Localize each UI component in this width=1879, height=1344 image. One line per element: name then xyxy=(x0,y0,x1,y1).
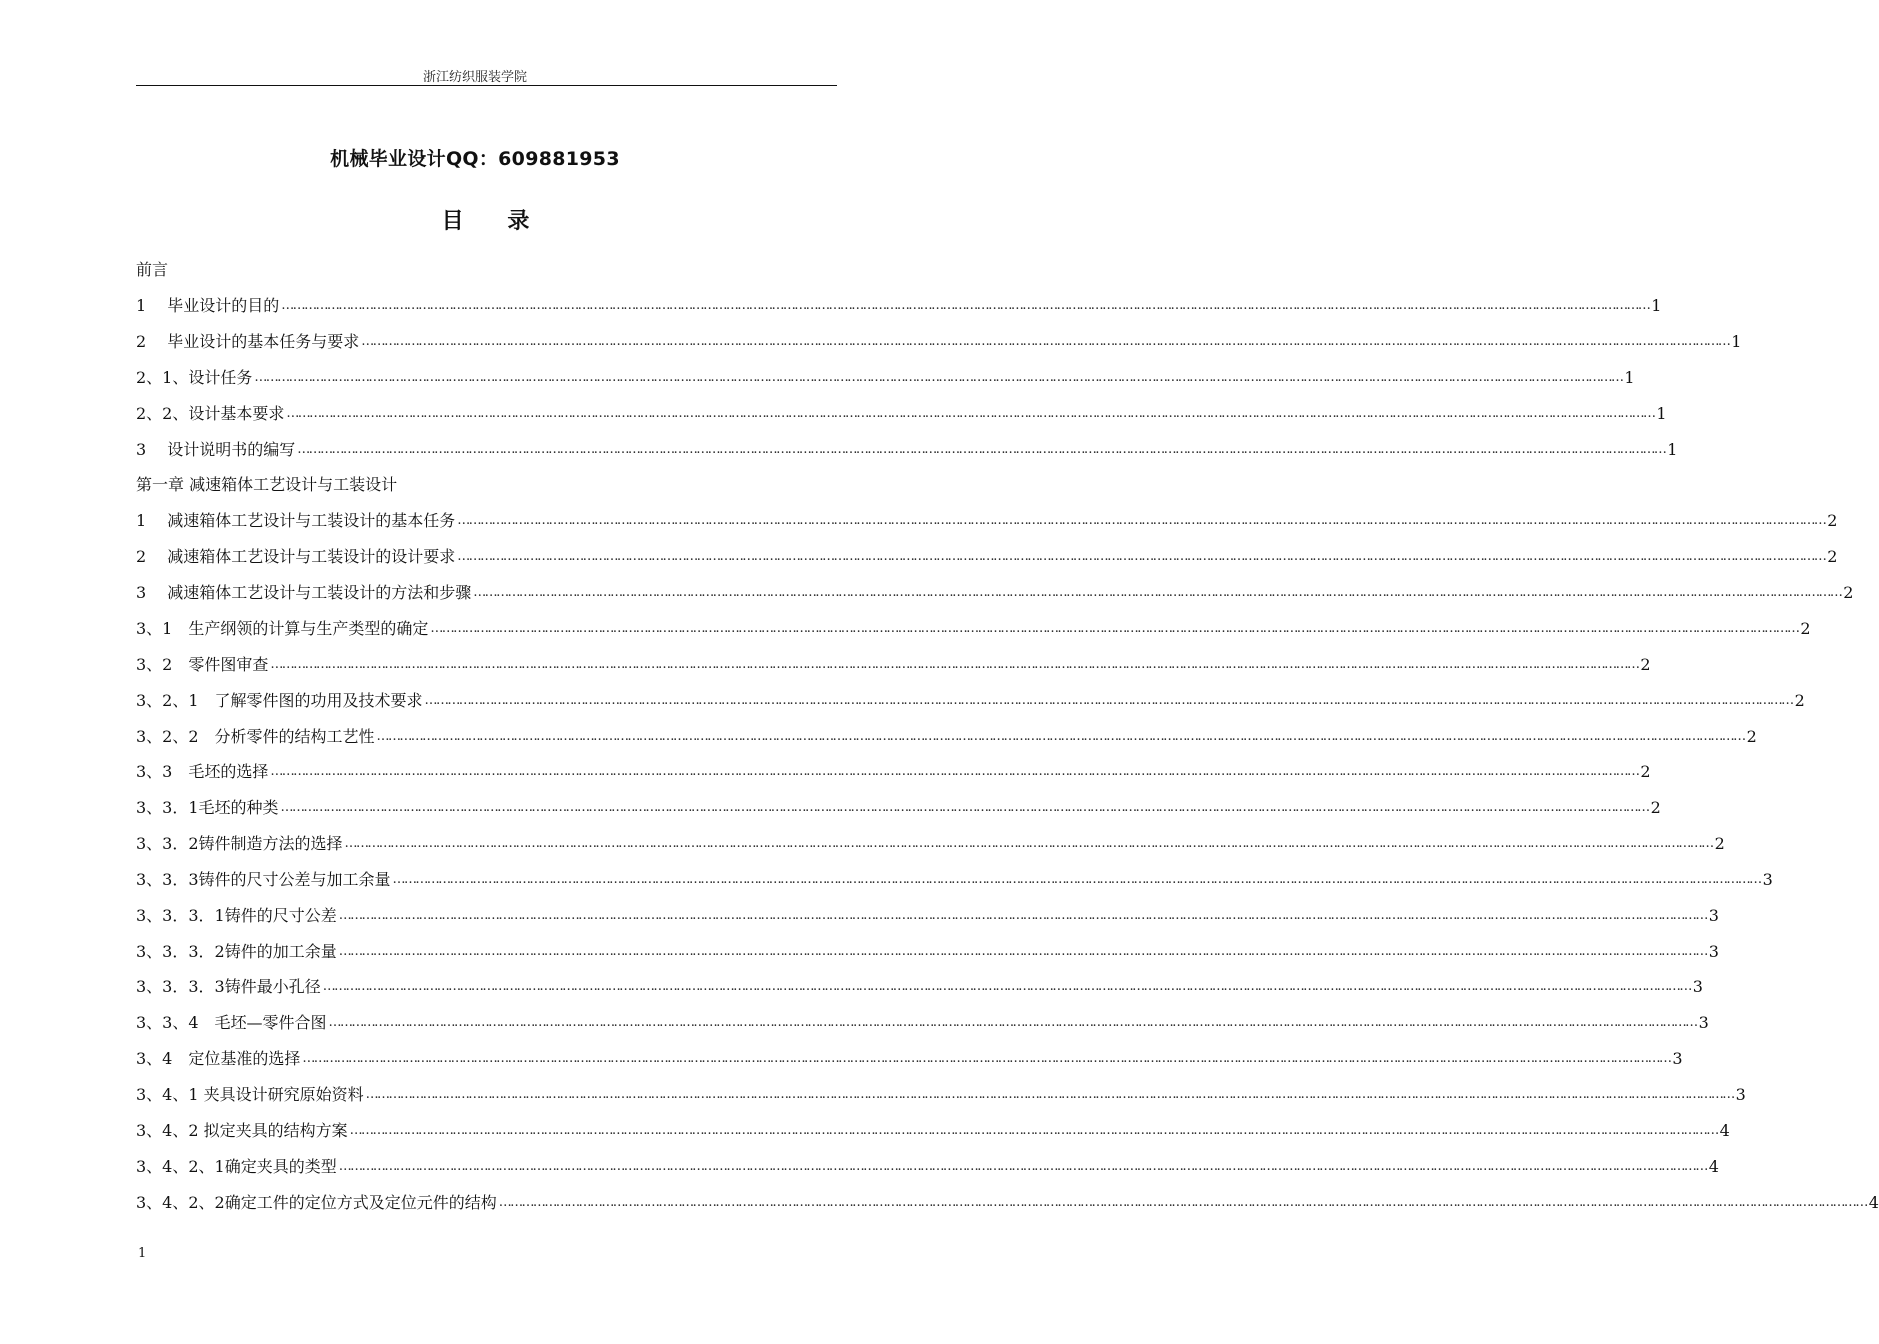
toc-dot-leader: ……………………………………………………………………………………………………………………………………………………………………………………………………………………………………………………………………………………………………………………………… xyxy=(280,800,1649,815)
toc-entry-text: 3、3．3铸件的尺寸公差与加工余量 xyxy=(136,870,391,889)
toc-entry[interactable] xyxy=(136,725,1757,749)
header-divider xyxy=(136,85,837,86)
toc-entry-text: 第一章 减速箱体工艺设计与工装设计 xyxy=(136,475,398,494)
toc-entry-page: 2 xyxy=(1714,834,1725,853)
toc-entry-text: 3 减速箱体工艺设计与工装设计的方法和步骤 xyxy=(136,583,472,602)
toc-entry-page: 4 xyxy=(1719,1121,1730,1140)
toc-entry-text: 3、3．1毛坯的种类 xyxy=(136,798,279,817)
document-title: 机械毕业设计QQ：609881953 xyxy=(330,148,620,170)
toc-dot-leader: ……………………………………………………………………………………………………………………………………………………………………………………………………………………………………………………………………………………………………………………………… xyxy=(365,1087,1734,1102)
toc-dot-leader: ……………………………………………………………………………………………………………………………………………………………………………………………………………………………………………………………………………………………………………………………… xyxy=(270,764,1639,779)
toc-entry-text: 3、3．3．2铸件的加工余量 xyxy=(136,942,337,961)
toc-entry-page: 3 xyxy=(1708,942,1719,961)
toc-entry-text: 3 设计说明书的编写 xyxy=(136,440,296,459)
toc-dot-leader: ……………………………………………………………………………………………………………………………………………………………………………………………………………………………………………………………………………………………………………………………… xyxy=(254,370,1623,385)
toc-entry[interactable] xyxy=(136,1011,1709,1035)
toc-entry-text: 2、1、设计任务 xyxy=(136,368,253,387)
toc-entry[interactable] xyxy=(136,760,1651,784)
toc-entry-page: 1 xyxy=(1651,296,1662,315)
toc-dot-leader: ……………………………………………………………………………………………………………………………………………………………………………………………………………………………………………………………………………………………………………………………… xyxy=(349,1123,1718,1138)
toc-entry-page: 2 xyxy=(1843,583,1854,602)
toc-entry-page: 3 xyxy=(1672,1049,1683,1068)
toc-entry[interactable] xyxy=(136,1155,1719,1179)
toc-entry[interactable] xyxy=(136,581,1854,605)
toc-entry-page: 2 xyxy=(1794,691,1805,710)
toc-heading: 目 录 xyxy=(441,209,534,234)
toc-entry-page: 2 xyxy=(1640,762,1651,781)
toc-entry-text: 3、4 定位基准的选择 xyxy=(136,1049,301,1068)
toc-dot-leader: ……………………………………………………………………………………………………………………………………………………………………………………………………………………………………………………………………………………………………………………………… xyxy=(430,621,1799,636)
toc-entry[interactable] xyxy=(136,832,1725,856)
toc-dot-leader: ……………………………………………………………………………………………………………………………………………………………………………………………………………………………………………………………………………………………………………………………… xyxy=(328,1015,1697,1030)
toc-entry[interactable] xyxy=(136,904,1719,928)
toc-entry-page: 3 xyxy=(1762,870,1773,889)
toc-entry-page: 1 xyxy=(1624,368,1635,387)
toc-entry-text: 3、3．2铸件制造方法的选择 xyxy=(136,834,343,853)
toc-entry-text: 3、4、2、2确定工件的定位方式及定位元件的结构 xyxy=(136,1193,497,1212)
toc-entry-text: 3、3．3．1铸件的尺寸公差 xyxy=(136,906,337,925)
toc-entry[interactable] xyxy=(136,975,1703,999)
toc-entry-page: 2 xyxy=(1746,727,1757,746)
toc-entry-text: 3、3．3．3铸件最小孔径 xyxy=(136,977,321,996)
toc-entry[interactable] xyxy=(136,330,1742,354)
toc-entry-page: 1 xyxy=(1731,332,1742,351)
toc-dot-leader: ……………………………………………………………………………………………………………………………………………………………………………………………………………………………………………………………………………………………………………………………… xyxy=(457,549,1826,564)
toc-entry-text: 1 毕业设计的目的 xyxy=(136,296,280,315)
toc-dot-leader: ……………………………………………………………………………………………………………………………………………………………………………………………………………………………………………………………………………………………………………………………… xyxy=(270,657,1639,672)
toc-entry-page: 1 xyxy=(1667,440,1678,459)
toc-entry-text: 3、4、1 夹具设计研究原始资料 xyxy=(136,1085,364,1104)
page-header-institution: 浙江纺织服装学院 xyxy=(422,70,527,85)
toc-dot-leader: ……………………………………………………………………………………………………………………………………………………………………………………………………………………………………………………………………………………………………………………………… xyxy=(302,1051,1671,1066)
toc-dot-leader: ……………………………………………………………………………………………………………………………………………………………………………………………………………………………………………………………………………………………………………………………… xyxy=(286,406,1655,421)
toc-entry-page: 3 xyxy=(1692,977,1703,996)
toc-entry[interactable] xyxy=(136,509,1838,533)
toc-entry-text: 3、2 零件图审查 xyxy=(136,655,269,674)
toc-dot-leader: ……………………………………………………………………………………………………………………………………………………………………………………………………………………………………………………………………………………………………………………………… xyxy=(297,442,1666,457)
toc-dot-leader: ……………………………………………………………………………………………………………………………………………………………………………………………………………………………………………………………………………………………………………………………… xyxy=(338,1159,1707,1174)
toc-entry-page: 2 xyxy=(1640,655,1651,674)
toc-entry[interactable] xyxy=(136,868,1773,892)
toc-entry-text: 3、4、2 拟定夹具的结构方案 xyxy=(136,1121,348,1140)
toc-dot-leader: ……………………………………………………………………………………………………………………………………………………………………………………………………………………………………………………………………………………………………………………………… xyxy=(498,1195,1867,1210)
toc-entry-text: 3、2、1 了解零件图的功用及技术要求 xyxy=(136,691,423,710)
toc-entry-text: 2 减速箱体工艺设计与工装设计的设计要求 xyxy=(136,547,456,566)
toc-dot-leader: ……………………………………………………………………………………………………………………………………………………………………………………………………………………………………………………………………………………………………………………………… xyxy=(376,729,1745,744)
toc-entry-text: 3、3 毛坯的选择 xyxy=(136,762,269,781)
toc-entry-page: 2 xyxy=(1650,798,1661,817)
toc-entry-text: 3、4、2、1确定夹具的类型 xyxy=(136,1157,337,1176)
toc-entry-text: 3、2、2 分析零件的结构工艺性 xyxy=(136,727,375,746)
toc-dot-leader: ……………………………………………………………………………………………………………………………………………………………………………………………………………………………………………………………………………………………………………………………… xyxy=(338,944,1707,959)
toc-entry-text: 3、1 生产纲领的计算与生产类型的确定 xyxy=(136,619,429,638)
toc-entry[interactable] xyxy=(136,473,797,497)
footer-page-number: 1 xyxy=(138,1246,147,1261)
toc-entry[interactable] xyxy=(136,1083,1746,1107)
toc-entry-text: 2、2、设计基本要求 xyxy=(136,404,285,423)
toc-dot-leader: ……………………………………………………………………………………………………………………………………………………………………………………………………………………………………………………………………………………………………………………………… xyxy=(344,836,1713,851)
toc-dot-leader: ……………………………………………………………………………………………………………………………………………………………………………………………………………………………………………………………………………………………………………………………… xyxy=(322,979,1691,994)
toc-dot-leader: ……………………………………………………………………………………………………………………………………………………………………………………………………………………………………………………………………………………………………………………………… xyxy=(361,334,1730,349)
toc-entry-page: 3 xyxy=(1735,1085,1746,1104)
toc-entry-text: 3、3、4 毛坯—零件合图 xyxy=(136,1013,327,1032)
toc-entry-page: 2 xyxy=(1800,619,1811,638)
toc-entry-page: 2 xyxy=(1827,547,1838,566)
toc-entry-text: 2 毕业设计的基本任务与要求 xyxy=(136,332,360,351)
toc-entry-page: 4 xyxy=(1868,1193,1879,1212)
toc-entry-text: 前言 xyxy=(136,260,169,279)
toc-entry-page: 2 xyxy=(1827,511,1838,530)
toc-entry[interactable] xyxy=(136,653,1651,677)
toc-entry[interactable] xyxy=(136,617,1811,641)
toc-entry[interactable] xyxy=(136,689,1805,713)
toc-entry-page: 4 xyxy=(1708,1157,1719,1176)
toc-entry[interactable] xyxy=(136,1191,1879,1215)
toc-entry[interactable] xyxy=(136,940,1719,964)
toc-entry[interactable] xyxy=(136,294,1662,318)
toc-entry[interactable] xyxy=(136,1047,1683,1071)
toc-entry[interactable] xyxy=(136,1119,1730,1143)
toc-entry-text: 1 减速箱体工艺设计与工装设计的基本任务 xyxy=(136,511,456,530)
toc-entry[interactable] xyxy=(136,258,797,282)
toc-dot-leader: ……………………………………………………………………………………………………………………………………………………………………………………………………………………………………………………………………………………………………………………………… xyxy=(473,585,1842,600)
toc-dot-leader: ……………………………………………………………………………………………………………………………………………………………………………………………………………………………………………………………………………………………………………………………… xyxy=(281,298,1650,313)
toc-entry-page: 1 xyxy=(1656,404,1667,423)
toc-dot-leader: ……………………………………………………………………………………………………………………………………………………………………………………………………………………………………………………………………………………………………………………………… xyxy=(457,513,1826,528)
toc-entry[interactable] xyxy=(136,796,1661,820)
toc-dot-leader: ……………………………………………………………………………………………………………………………………………………………………………………………………………………………………………………………………………………………………………………………… xyxy=(424,693,1793,708)
toc-entry[interactable] xyxy=(136,366,1635,390)
toc-entry[interactable] xyxy=(136,438,1678,462)
toc-dot-leader: ……………………………………………………………………………………………………………………………………………………………………………………………………………………………………………………………………………………………………………………………… xyxy=(338,908,1707,923)
toc-entry[interactable] xyxy=(136,545,1838,569)
toc-dot-leader: ……………………………………………………………………………………………………………………………………………………………………………………………………………………………………………………………………………………………………………………………… xyxy=(392,872,1761,887)
toc-entry-page: 3 xyxy=(1708,906,1719,925)
toc-entry[interactable] xyxy=(136,402,1667,426)
toc-entry-page: 3 xyxy=(1698,1013,1709,1032)
